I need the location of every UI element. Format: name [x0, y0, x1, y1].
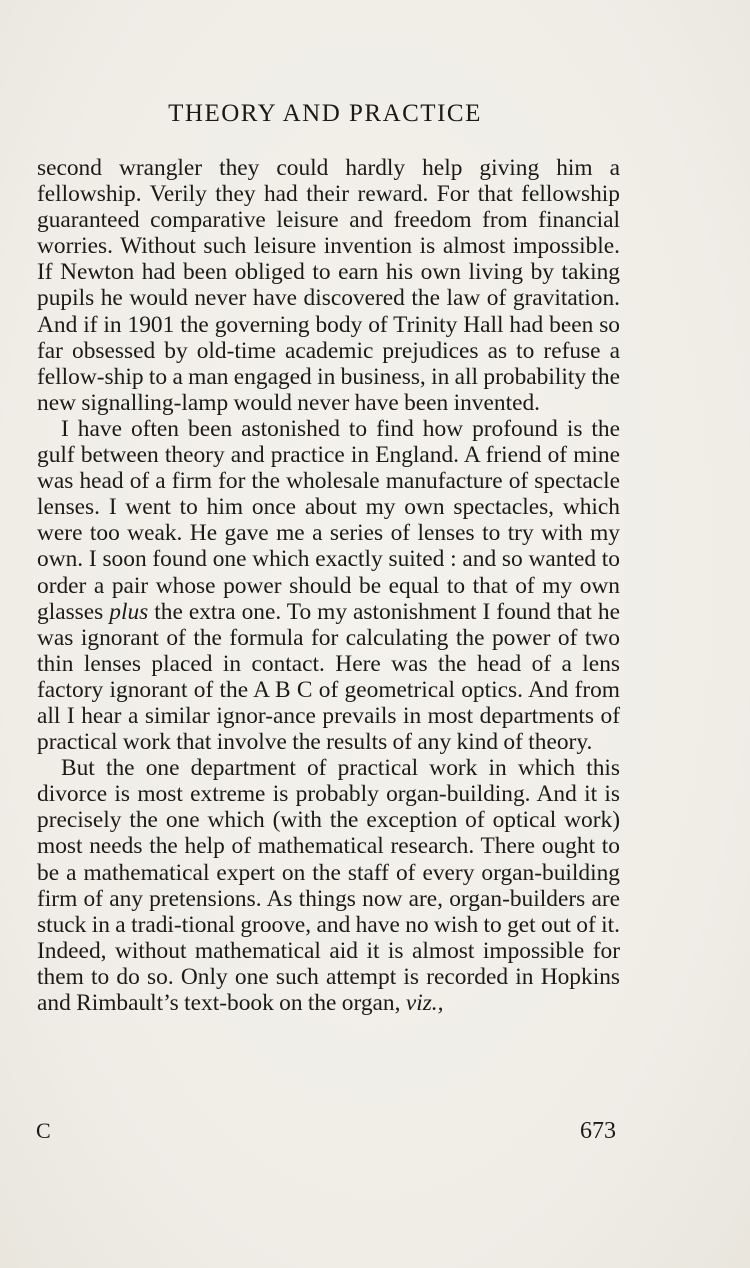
paragraph-2	[37, 416, 620, 755]
running-head: THEORY AND PRACTICE	[168, 100, 482, 127]
paragraph-3-text: But the one department of practical work in which this divorce is most extreme is probably organ-building. And it is precisely the one which (with the exception of optical work) most needs the help of mathematical research. There ought to be a mathematical expert on the staff of every organ-building firm of any pretensions. As things now are, organ-builders are stuck in a tradi-tional groove, and have no wish to get out of it. Indeed, without mathematical aid it is almost impossible for them to do so. Only one such attempt is recorded in Hopkins and Rimbault’s text-book on the organ,	[37, 755, 620, 1016]
paragraph-2-text-a: I have often been astonished to find how profound is the gulf between theory and practice in England. A friend of mine was head of a firm for the wholesale manufacture of spectacle lenses. I went to him once about my own spectacles, which were too weak. He gave me a series of lenses to try with my own. I soon found one which exactly suited : and so wanted to order a pair whose power should be equal to that of my own glasses	[37, 415, 620, 625]
paragraph-2-italic-plus: plus	[109, 598, 149, 625]
page-number: 673	[580, 1118, 616, 1144]
signature-mark: C	[36, 1118, 51, 1143]
body-text	[37, 155, 620, 1016]
paragraph-3	[37, 755, 620, 1016]
paragraph-1-text: second wrangler they could hardly help giving him a fellowship. Verily they had their reward. For that fellowship guaranteed comparative leisure and freedom from financial worries. Without such leisure invention is almost impossible. If Newton had been obliged to earn his own living by taking pupils he would never have discovered the law of gravitation. And if in 1901 the governing body of Trinity Hall had been so far obsessed by old-time academic prejudices as to refuse a fellow-ship to a man engaged in business, in all probability the new signalling-lamp would never have been invented.	[37, 155, 620, 416]
paragraph-3-italic-viz: viz.,	[405, 990, 444, 1016]
paragraph-2-text-b: the extra one. To my astonishment I found that he was ignorant of the formula for calculating the power of two thin lenses placed in contact. Here was the head of a lens factory ignorant of the A B C of geometrical optics. And from all I hear a similar ignor-ance prevails in most departments of practical work that involve the results of any kind of theory.	[37, 598, 621, 756]
paragraph-1	[37, 155, 620, 416]
